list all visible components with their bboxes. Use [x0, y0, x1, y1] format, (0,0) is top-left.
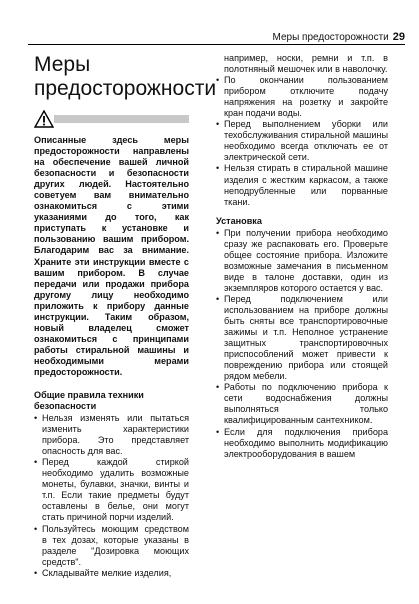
- left-column: [34, 53, 217, 579]
- list-item: • При получении прибора необходимо сразу же распаковать его. Проверьте общее состояние прибора. Изложите возможные замечания в письменном виде в талоне доставки, один из экземпляров которого остается у вас.: [216, 228, 388, 294]
- list-item: • Складывайте мелкие изделия,: [34, 568, 189, 579]
- warning-bar: [54, 115, 189, 123]
- right-column: [216, 53, 388, 460]
- general-safety-list-continued: [216, 53, 388, 208]
- list-item: • Если для подключения прибора необходимо выполнить модификацию электрооборудования в вашем: [216, 427, 388, 460]
- list-item: • Перед каждой стиркой необходимо удалить возможные монеты, булавки, значки, винты и т.п. Если такие предметы будут оставлены в белье, они могут стать причиной порчи изделий.: [34, 457, 189, 523]
- running-header: [0, 31, 405, 44]
- installation-heading: Установка: [216, 215, 262, 226]
- intro-paragraph: Описанные здесь меры предосторожности направлены на обеспечение вашей личной безопасности и безопасности других людей. Настоятельно советуем вам внимательно ознакомиться с этими указаниями до того, как приступать к установке и пользованию вашим прибором. Благодарим вас за внимание. Храните эти инструкции вместе с вашим прибором. В случае передачи или продажи прибора другому лицу необходимо приложить к прибору данные инструкции. Таким образом, новый владелец сможет ознакомиться с принципами работы стиральной машины и необходимыми мерами предосторожности.: [34, 135, 189, 377]
- list-item-continuation: например, носки, ремни и т.п. в полотняный мешочек или в наволочку.: [224, 53, 388, 75]
- title-line-2: предосторожности: [34, 77, 217, 100]
- list-item: • Нельзя изменять или пытаться изменить характеристики прибора. Это представляет опасность для вас.: [34, 413, 189, 457]
- page-title: [34, 53, 217, 101]
- warning-banner: [34, 109, 189, 129]
- warning-icon: [34, 109, 54, 129]
- list-item: • Пользуйтесь моющим средством в тех дозах, которые указаны в разделе "Дозировка моющих средств".: [34, 524, 189, 568]
- section-title: Меры предосторожности: [272, 32, 389, 43]
- general-safety-heading: Общие правила техники безопасности: [34, 390, 144, 412]
- title-line-1: Меры: [34, 53, 91, 76]
- header-rule: [28, 44, 405, 45]
- list-item: • Перед выполнением уборки или техобслуживания стиральной машины необходимо всегда отключать ее от электрической сети.: [216, 119, 388, 163]
- list-item: • Работы по подключению прибора к сети водоснабжения должны выполняться только квалифицированным сантехником.: [216, 382, 388, 426]
- list-item: • Нельзя стирать в стиральной машине изделия с жестким каркасом, а также неподрубленные или порванные ткани.: [216, 163, 388, 207]
- page-number: 29: [392, 31, 405, 43]
- list-item: • Перед подключением или использованием на приборе должны быть сняты все транспортировочные зажимы и т.п. Неполное устранение защитных транспортировочных приспособлений может привести к повреждению прибора или стоящей рядом мебели.: [216, 294, 388, 382]
- list-item: • По окончании пользованием прибором отключите подачу напряжения на розетку и закройте кран подачи воды.: [216, 75, 388, 119]
- installation-list: [216, 228, 388, 460]
- general-safety-list: [34, 413, 189, 579]
